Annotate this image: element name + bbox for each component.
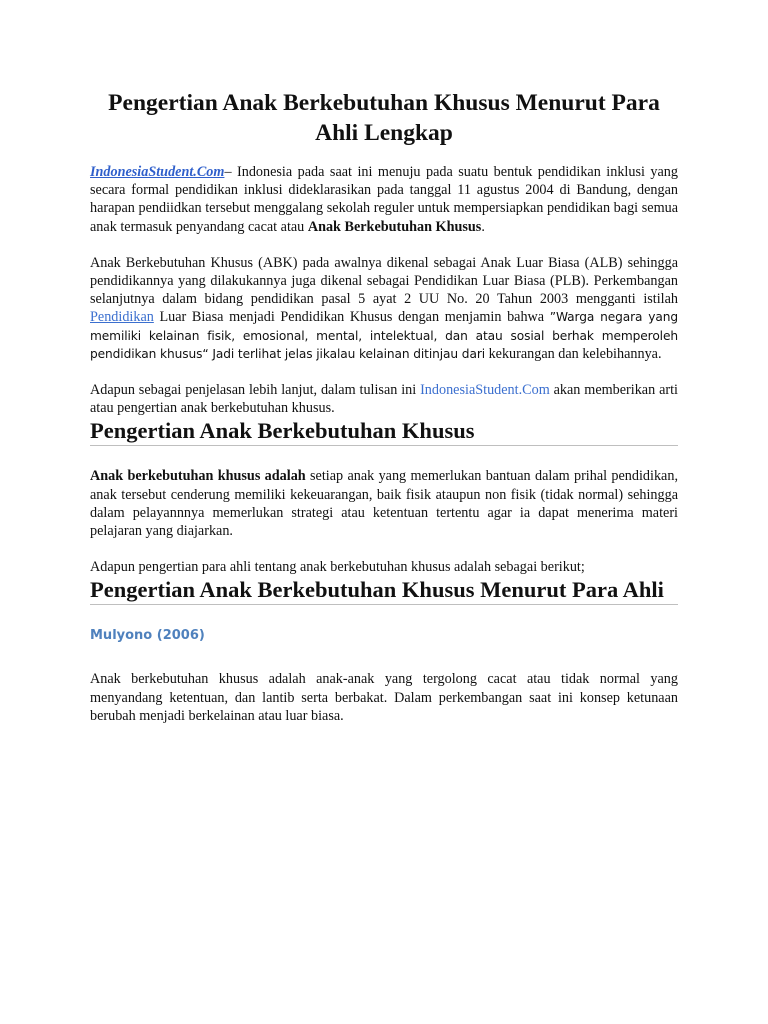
explain-text-end: akan memberikan arti atau pengertian anak berkebutuhan khusus. xyxy=(90,382,678,417)
page-title: Pengertian Anak Berkebutuhan Khusus Menurut Para Ahli Lengkap xyxy=(108,90,660,146)
experts-intro-paragraph: Adapun pengertian para ahli tentang anak berkebutuhan khusus adalah sebagai berikut; xyxy=(90,559,585,576)
abk-text: Anak Berkebutuhan Khusus (ABK) pada awalnya dikenal sebagai Anak Luar Biasa (ALB) sehingga pendidikannya yang dilakukannya juga dikenal sebagai Pendidikan Luar Biasa (PLB). Perkembangan selanjutnya dalam bidang pendidikan pasal 5 ayat 2 UU No. 20 Tahun 2003 mengganti istilah xyxy=(90,254,678,308)
definition-paragraph xyxy=(90,467,678,540)
intro-text-end: . xyxy=(481,218,485,235)
definition-text: setiap anak yang memerlukan bantuan dalam prihal pendidikan, anak tersebut cenderung memiliki kekeuarangan, baik fisik ataupun non fisik (tidak normal) sehingga dalam pelayannnya memerlukan strategi atau ketentuan tertentu agar ia dapat menerima materi pelajaran yang diajarkan. xyxy=(90,468,678,540)
abk-text-mid: Luar Biasa menjadi Pendidikan Khusus dengan menjamin bahwa xyxy=(153,309,550,326)
section-heading-experts: Pengertian Anak Berkebutuhan Khusus Menurut Para Ahli xyxy=(90,577,664,603)
definition-bold: Anak berkebutuhan khusus adalah xyxy=(90,468,306,485)
abk-text-end: kekurangan dan kelebihannya. xyxy=(485,345,662,362)
site-link[interactable]: IndonesiaStudent.Com xyxy=(90,164,225,180)
document-page xyxy=(90,88,678,725)
section-heading-definition: Pengertian Anak Berkebutuhan Khusus xyxy=(90,418,475,444)
site-link-2[interactable]: IndonesiaStudent.Com xyxy=(420,382,550,399)
expert-name-heading: Mulyono (2006) xyxy=(90,628,205,644)
intro-paragraph xyxy=(90,163,678,236)
divider xyxy=(90,604,678,605)
expert-paragraph: Anak berkebutuhan khusus adalah anak-anak yang tergolong cacat atau tidak normal yang menyandang ketentuan, dan lantib serta berbakat. Dalam perkembangan saat ini konsep ketunaan berubah menjadi berkelainan atau luar biasa. xyxy=(90,671,678,724)
divider xyxy=(90,445,678,446)
pendidikan-link[interactable]: Pendidikan xyxy=(90,309,154,326)
intro-text: – Indonesia pada saat ini menuju pada suatu bentuk pendidikan inklusi yang secara formal pendidikan inklusi dideklarasikan pada tanggal 11 agustus 2004 di Bandung, dengan harapan pendiidkan tersebut menggalang sekolah reguler untuk mempersiapkan pendidikan bagi semua anak termasuk penyandang cacat atau xyxy=(90,164,678,235)
explain-text: Adapun sebagai penjelasan lebih lanjut, dalam tulisan ini xyxy=(90,382,421,399)
intro-bold-term: Anak Berkebutuhan Khusus xyxy=(307,218,482,235)
explain-paragraph xyxy=(90,381,678,417)
abk-paragraph xyxy=(90,254,678,363)
abk-quote: ”Warga negara yang memiliki kelainan fisik, emosional, mental, intelektual, dan atau sosial berhak memperoleh pendidikan khusus“ Jadi terlihat jelas jikalau kelainan ditinjau dari xyxy=(90,310,678,361)
